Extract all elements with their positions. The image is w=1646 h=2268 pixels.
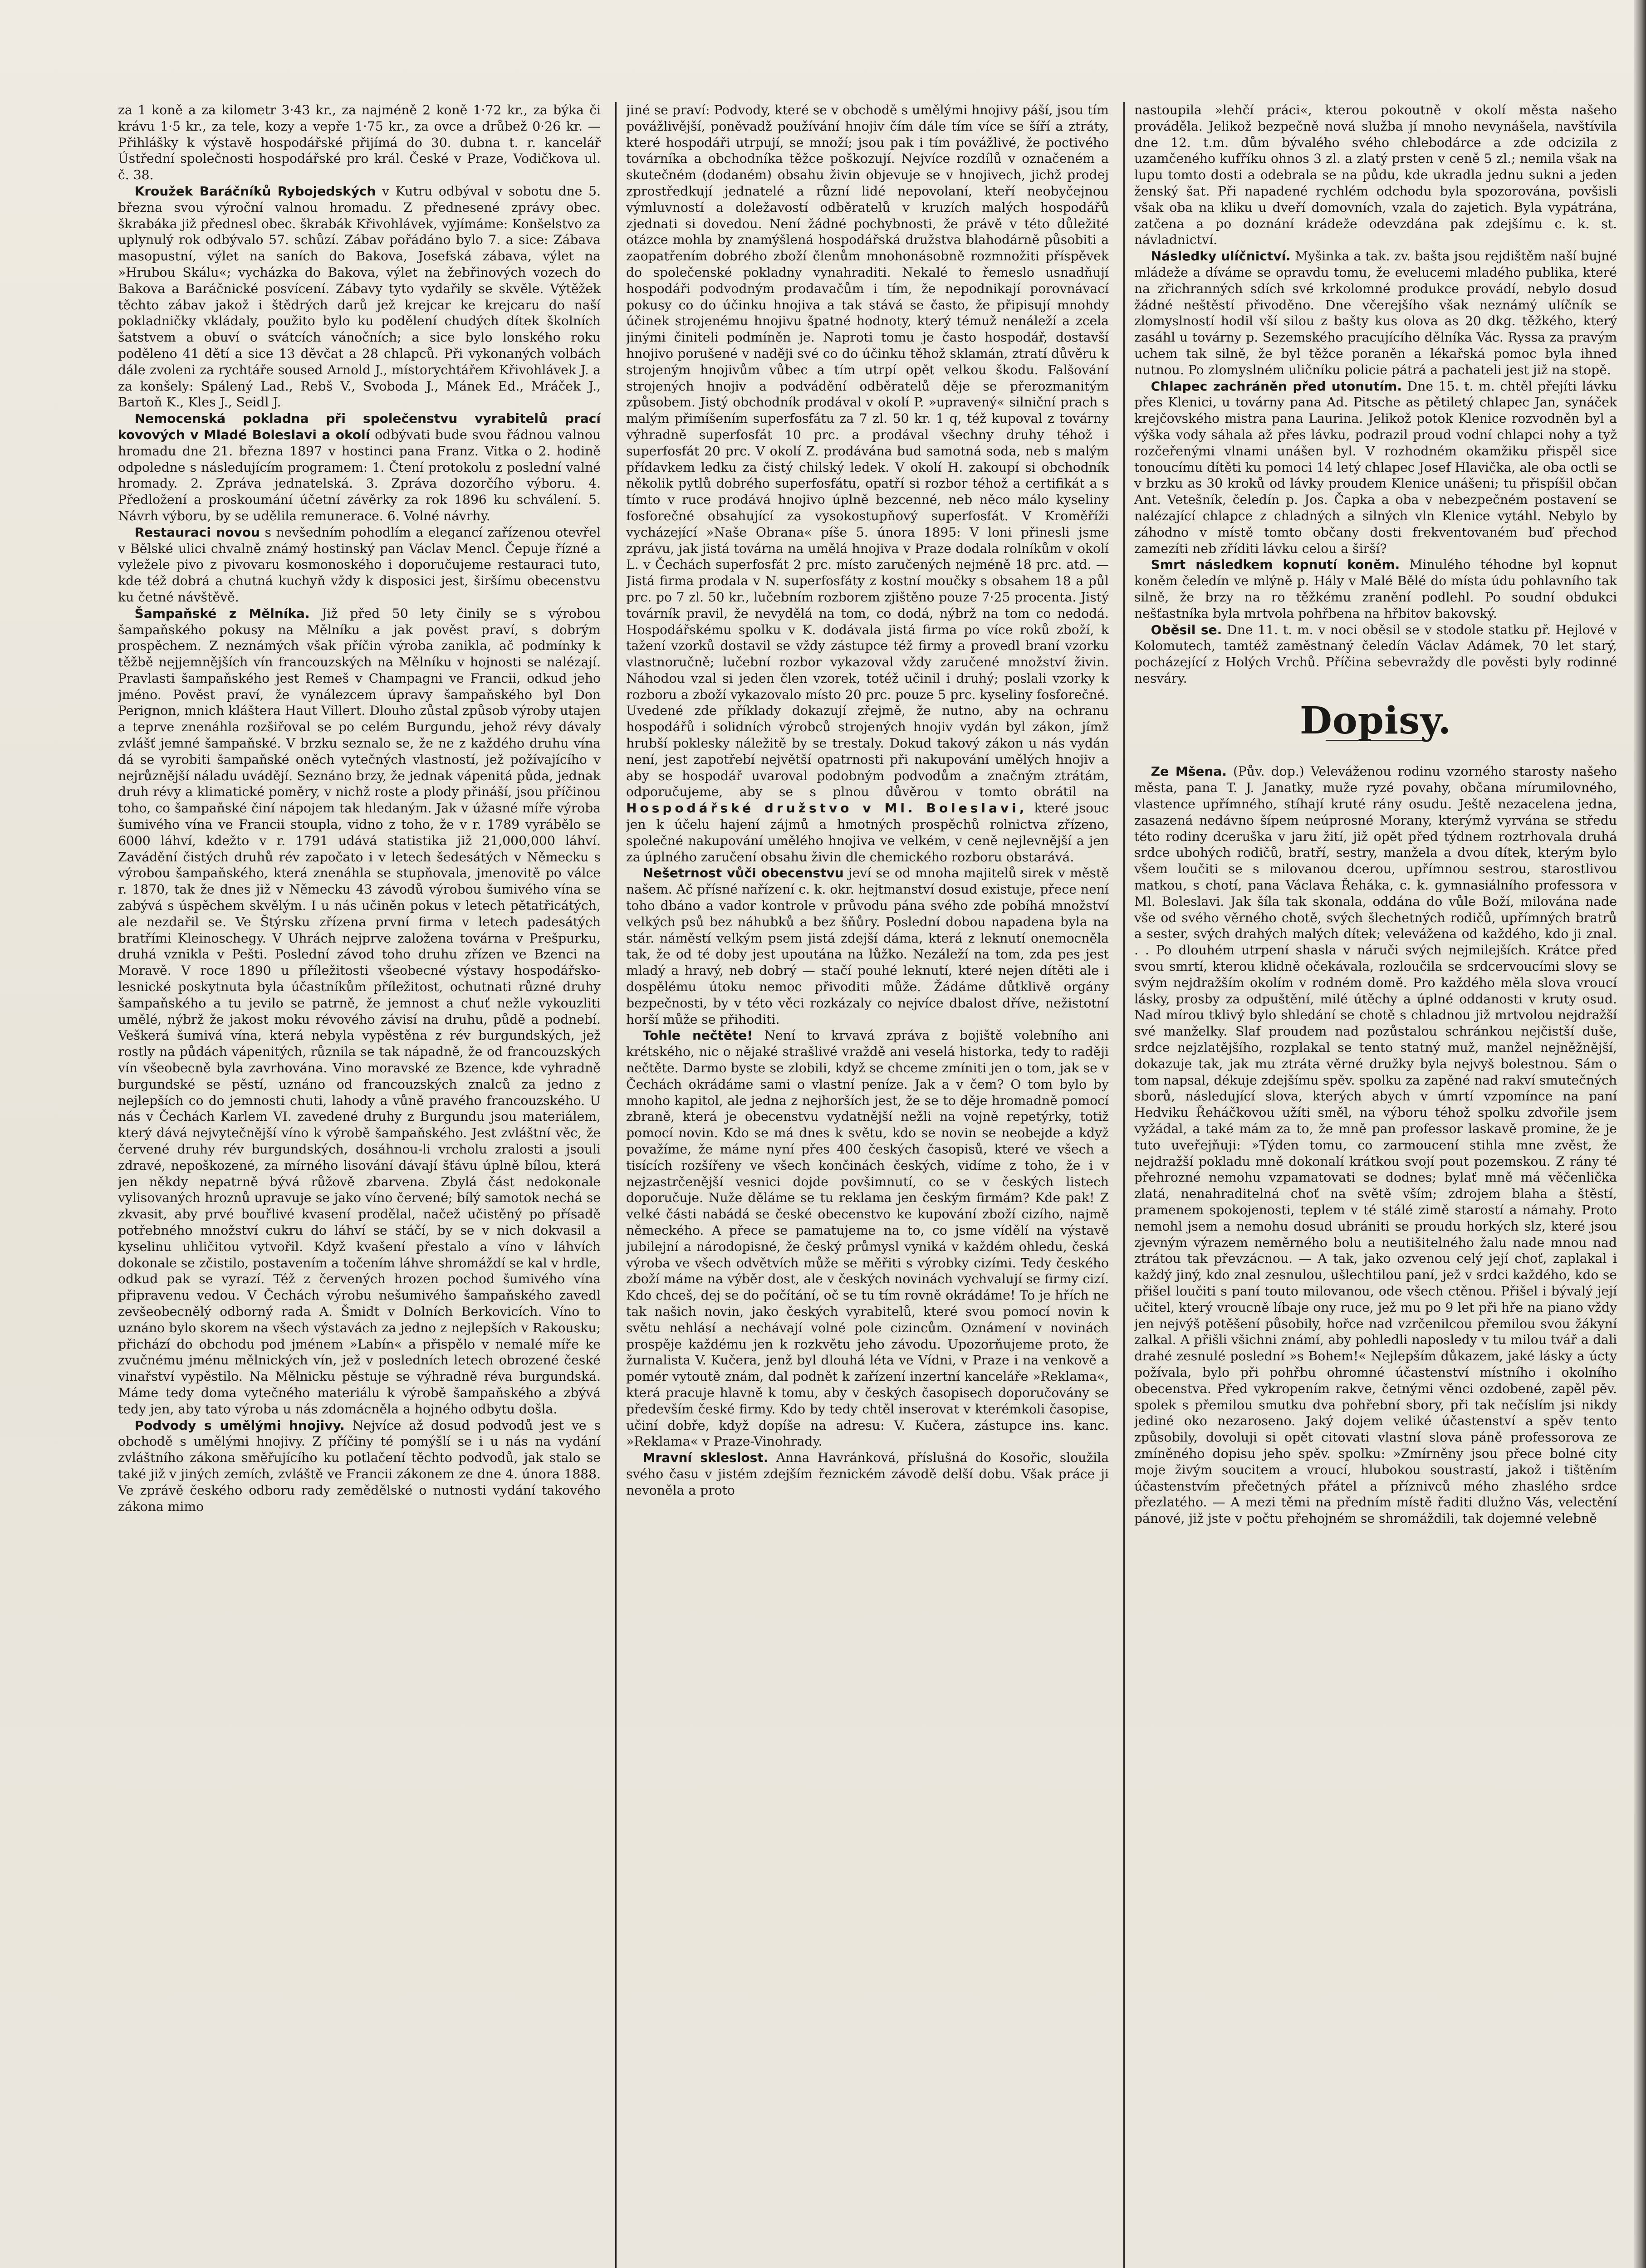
paragraph	[118, 606, 601, 1418]
article-text: Dne 11. t. m. v noci oběsil se v stodole statku př. Hejlové v Kolomutech, tamtéž zaměstnaný čeledín Václav Adámek, 70 let starý, pocházející z Holých Vrchů. Příčina sebevraždy dle pověsti byly rodinné nesváry.	[1134, 622, 1617, 686]
column-1	[118, 102, 601, 2268]
column-2	[626, 102, 1109, 2268]
article-text: odbývati bude svou řádnou valnou hromadu dne 21. března 1897 v hostinci pana Franz. Vitka o 2. hodině odpoledne s následujícím programem: 1. Čtení protokolu z poslední valné hromady. 2. Zpráva jednatelská. 3. Zpráva dozorčího výboru. 4. Předložení a proskoumání účetní závěrky za rok 1896 ku schválení. 5. Návrh výboru, by se udělila remunerace. 6. Volné návrhy.	[118, 427, 601, 523]
article-heading: Oběsil se.	[1151, 622, 1222, 637]
section-title: Dopisy.	[1299, 699, 1452, 743]
paragraph	[626, 1450, 1109, 1498]
column-rule	[1123, 102, 1125, 2268]
article-text: Dne 15. t. m. chtěl přejíti lávku přes Klenici, u továrny pana Ad. Pitsche as pětiletý chlapec Jan, synáček krejčovského mistra pana Laurina. Jelikož potok Klenice rozvodněn byl a výška vody sáhala až přes lávku, podrazil proud vodní chlapci nohy a tyž rozčeřenými vlnami unášen byl. V rozhodném okamžiku přispěl sice tonoucímu dítěti ku pomoci 14 letý chlapec Josef Hlavička, ale oba octli se v brzku as 30 kroků od lávky proudem Klenice unášeni; tu přispíšil občan Ant. Vetešník, čeledín p. Jos. Čapka a oba v nebezpečném postavení se nalézající chlapce z chladných a silných vln Klenice vytáhl. Nebylo by záhodno v místě tomto občany dosti frekventovaném buď přechod zamezíti neb zříditi lávku celou a širší?	[1134, 378, 1617, 556]
address-emphasis: Hospodářské družstvo v Ml. Boleslavi,	[626, 801, 1028, 816]
paragraph: za 1 koně a za kilometr 3·43 kr., za najméně 2 koně 1·72 kr., za býka či krávu 1·5 kr., za tele, kozy a vepře 1·75 kr., za ovce a drůbež 0·26 kr. — Přihlášky k výstavě hospodářské přijímá do 30. dubna t. r. kancelář Ústřední společnosti hospodářské pro král. České v Praze, Vodičkova ul. č. 38.	[118, 103, 601, 183]
article-heading: Nemocenská pokladna při společenstvu vyrabitelů prací kovových v Mladé Boleslavi a okolí	[118, 411, 601, 442]
text-columns	[118, 102, 1617, 2268]
paragraph	[118, 411, 601, 524]
paragraph	[1134, 378, 1617, 557]
article-heading: Chlapec zachráněn před utonutím.	[1151, 378, 1402, 394]
page-edge-shadow	[1634, 0, 1646, 2268]
article-heading: Šampaňské z Mělníka.	[134, 606, 310, 621]
column-rule	[615, 102, 617, 2268]
article-text: Myšinka a tak. zv. bašta jsou rejdištěm naší bujné mládeže a díváme se opravdu tomu, že evelucemi mladého publika, které na zřichranných sdích své krkolomné produkce provádí, nebylo dosud žádné neštěstí přivoděno. Dne včerejšího však neznámý ulíčník se zlomyslností hodil vší silou z bašty kus olova as 20 dkg. těžkého, který zasáhl u továrny p. Sezemského pracujícího dělníka Vác. Ryssa za pravým uchem tak silně, že byl těžce poraněn a lékařská pomoc byla ihned nutnou. Po zlomyslném uličníku policie pátrá a pachateli jest již na stopě.	[1134, 249, 1617, 377]
paragraph	[1134, 622, 1617, 687]
article-text: Není to krvavá zpráva z bojiště volebního ani krétského, nic o nějaké strašlivé vraždě ani veselá historka, tedy to raději nečtěte. Darmo byste se zlobili, když se chceme zmíniti jen o tom, jak se v Čechách okrádáme sami o vlastní peníze. Jak a v čem? O tom bylo by mnoho kapitol, ale jedna z nejhorších jest, že se to děje hromadně pomocí zbraně, která je obecenstvu vydatnější nežli na vojně repetýrky, totiž pomocí novin. Kdo se má dnes k světu, kdo se novin se neobejde a když považíme, že máme nyní přes 400 českých časopisů, které ve všech a tisících rozšířeny ve všech končinách českých, vidíme z toho, že i v nejzastrčenější vesnici dojde povšimnutí, co se v českých listech doporučuje. Nuže děláme se tu reklama jen českým firmám? Kde pak! Z velké části nabádá se české obecenstvo ke kupování zboží cizího, najmě německého. A přece se pamatujeme na to, co jsme vídělí na výstavě jubilejní a národopisné, že český průmysl vyniká v každém ohledu, česká výroba ve všech odvětvích může se měřiti s výrobky cizími. Tedy českého zboží máme na výběr dost, ale v českých novinách vychvalují se firmy cizí. Kdo chceš, dej se do počítání, oč se tu tím rovně okrádáme! To je hřích ne tak našich novin, jako českých vyrabitelů, které svou pomocí novin k světu nehlásí a nechávají volné pole cizincům. Oznámení v novinách prospěje každému jen k rozkvětu jeho závodu. Upozorňujeme proto, že žurnalista V. Kučera, jenž byl dlouhá léta ve Vídni, v Praze i na venkově a pomér vytoutě znám, dal podnět k zařízení inzertní kanceláře »Reklama«, která pracuje hlavně k tomu, aby v českých časopisech doporučovány se především české firmy. Kdo by tedy chtěl inserovat v kterémkoli časopise, učiní dobře, když dopíše na adresu: V. Kučera, zástupce ins. kanc. »Reklama« v Praze-Vinohrady.	[626, 1028, 1109, 1449]
paragraph	[626, 102, 1109, 865]
article-heading: Mravní skleslost.	[642, 1450, 769, 1466]
paragraph	[1134, 557, 1617, 621]
article-heading: Nešetrnost vůči obecenstvu	[642, 865, 844, 881]
article-text: které jsouc jen k účelu hajení zájmů a hmotných prospěchů rolnictva zřízeno, společné nakupování umělého hnojiva ve velkém, v ceně nejlevnější a jen za úplného zaručení obsahu živin dle chemického rozboru obstarává.	[626, 801, 1109, 865]
paragraph	[118, 1418, 601, 1515]
paragraph	[118, 524, 601, 606]
article-text: Nejvíce až dosud podvodů jest ve s obchodě s umělými hnojivy. Z příčiny té pomýšlí se i u nás na vydání zvláštního zákona směřujícího ku potlačení těchto podvodů, jak stalo se také již v jiných zemích, zvláště ve Francii zákonem ze dne 4. února 1888. Ve zprávě českého odboru rady zemědělské o nutnosti vydání takového zákona mimo	[118, 1418, 601, 1514]
article-heading: Podvody s umělými hnojivy.	[134, 1418, 345, 1433]
article-text: v Kutru odbýval v sobotu dne 5. března svou výroční valnou hromadu. Z přednesené zprávy obec. škrabáka již přednesl obec. škrabák Křivohlávek, vyjímáme: Konšelstvo za uplynulý rok odbývalo 57. schůzí. Zábav pořádáno bylo 7. a sice: Zábava masopustní, výlet na saních do Bakova, Josefská zábava, výlet na »Hrubou Skálu«; vycházka do Bakova, výlet na žebřinových vozech do Bakova a Baráčnické posvícení. Zábavy tyto vydařily se skvěle. Výtěžek těchto zábav jakož i štědrých darů jež krejcar ke krejcaru do naší pokladničky vkládaly, použito bylo ku podělení chudých dítek školních šatstvem a obuví o svátcích vánočních; a sice bylo lonského roku poděleno 41 dětí a sice 13 děvčat a 28 chlapců. Při vykonaných volbách dále zvoleni za rychtáře soused Arnold J., místorychtářem Křivohlávek J. a za konšely: Spálený Lad., Rebš V., Svoboda J., Mánek Ed., Mráček J., Bartoň K., Kles J., Seidl J.	[118, 183, 601, 410]
article-heading: Smrt následkem kopnutí koněm.	[1151, 557, 1400, 572]
paragraph	[626, 865, 1109, 1027]
article-heading: Restauraci novou	[134, 524, 260, 540]
article-text: jeví se od mnoha majitelů sirek v městě našem. Ač přísné nařízení c. k. okr. hejtmanství dosud existuje, přece není toho dbáno a vador kontrole v průvodu pána svého zde pobíhá množství velkých psů bez náhubků a bez šňůry. Poslední dobou napadena byla na stár. náměstí velkým psem jistá zdejší dáma, která z leknutí onemocněla tak, že od té doby jest upoutána na lůžko. Nezáleží na tom, zda pes jest mladý a hravý, neb dobrý — stačí pouhé leknutí, které nejen dítěti ale i dospělému útoku nemoc přivoditi může. Žádáme důtklivě orgány bezpečnosti, by v této věci rozkázaly co nejvíce dbalost dříve, nežistotní horší může se přihoditi.	[626, 865, 1109, 1027]
paragraph	[626, 1027, 1109, 1450]
paragraph: nastoupila »lehčí práci«, kterou pokoutně v okolí města našeho prováděla. Jelikož bezpečně nová služba jí mnoho nevynášela, navštívila dne 12. t.m. dům bývalého svého chlebodárce a zde odcizila z uzamčeného kufříku ohnos 3 zl. a zlatý prsten v ceně 5 zl.; nemila však na lupu tomto dosti a odebrala se na půdu, kde ukradla jednu sukni a jeden ženský šat. Při napadené rychlém odchodu byla spozorována, povšisli však oba na kliku u dveří domovních, vzala do zajetich. Byla vypátrána, zatčena a po doznání krádeže odevzdána pak zdejšímu c. k. st. návladnictví.	[1134, 103, 1617, 248]
article-heading: Ze Mšena.	[1151, 764, 1227, 779]
article-text: Minulého téhodne byl kopnut koněm čeledín ve mlýně p. Hály v Malé Bělé do místa údu pohlavního tak silně, že brzy na ro těžkému zranění podlehl. Po soudní obdukci nešťastníka byla mrtvola pohřbena na hřbitov bakovský.	[1134, 557, 1617, 621]
article-heading: Kroužek Baráčníků Rybojedských	[134, 183, 376, 199]
paragraph	[118, 183, 601, 411]
article-text: Anna Havránková, příslušná do Kosořic, sloužila svého času v jistém zdejším řeznickém závodě delší dobu. Však práce ji nevoněla a proto	[626, 1450, 1109, 1498]
article-text: jiné se praví: Podvody, které se v obchodě s umělými hnojivy páší, jsou tím povážlivější, poněvadž používání hnojiv čím dále tím více se šíří a ztráty, které hospodáři utrpují, se množí; jsou pak i tím povážlivé, že poctivého továrníka a obchodníka těžce poškozují. Nejvíce rozdílů v označeném a skutečném (dodaném) obsahu živin objevuje se v hnojivech, jichž prodej zprostředkují jednatelé a různí lidé nepovolaní, kteří neobyčejnou výmluvností a doležavostí odběratelů v kruzích malých hospodářů zjednati si dovedou. Není žádné pochybnosti, že právě v této důležité otázce mohla by znamýšlená hospodářská družstva blahodárně působiti a zaopatřením dobrého zboží členům mnohonásobně rozmnožiti příspěvek do společenské pokladny vynahraditi. Nekalé to řemeslo usnadňují hospodáři podvodným prodavačům i tím, že nepodnikají porovnávací pokusy co do účinku hnojiva a tak stává se často, že připisují mnohdy účinek strojenému hnojivu špatné hodnoty, který témuž nenáleží a zcela jinými činiteli podmíněn je. Naproti tomu je často hospodář, dostavší hnojivo porušené v naději své co do účinku těhož sklamán, ztratí důvěru k strojeným hnojivům vůbec a tím utrpí opět velkou škodu. Falšování strojených hnojiv a podvádění odběratelů děje se přerozmanitým způsobem. Jistý obchodník prodával v okolí P. »upravený« silniční prach s malým přimíšením superfosfátu za 7 zl. 50 kr. 1 q, též kupoval z továrny výhradně superfosfát 10 prc. a prodával všechny druhy téhož i superfosfát 20 prc. V okolí Z. prodávána bud samotná soda, neb s malým přídavkem ledku za čistý chilský ledek. V okolí H. zakoupí si obchodník několik pytlů dobrého superfosfátu, opatří si rozbor téhož a certifikát a s tímto v ruce prodává hnojivo úplně bezcenné, neb něco málo kyseliny fosforečné obsahující za vysokostupňový superfosfát. V Kroměříži vycházející »Naše Obrana« píše 5. února 1895: V loni přinesli jsme zprávu, jak jistá továrna na umělá hnojiva v Praze dodala rolníkům v okolí L. v Čechách superfosfát 2 prc. místo zaručených nejméně 18 prc. atd. — Jistá firma prodala v N. superfosfáty z kostní moučky s obsahem 18 a půl prc. po 7 zl. 50 kr., lučebním rozborem zjištěno pouze 7·25 procenta. Jistý továrník pravil, že nevydělá na tom, co dodá, nýbrž na tom co nedodá. Hospodářskému spolku v K. dodávala jistá firma po více roků zboží, k tažení vzorků dostavil se vždy zástupce též firmy a provedl braní vzorku vlastnoručně; lučební rozbor vykazoval vždy zaručené množství živin. Náhodou vzal si jeden člen vzorek, totéž učinil i druhý; poslali vzorky k rozboru a zboží vykazovalo místo 20 prc. pouze 5 prc. kyseliny fosforečné. Uvedené zde příklady dokazují zřejmě, že nutno, aby na ochranu hospodářů i solidních výrobců strojených hnojiv vydán byl zákon, jímž hrubší poklesky náležitě by se trestaly. Dokud takový zákon u nás vydán není, jest zapotřebí největší opatrnosti při nakupování umělých hnojiv a aby se hospodář uvaroval podobným podvodům a značným ztrátám, odporučujeme, aby se s plnou důvěrou v tomto obrátil na	[626, 103, 1109, 800]
paragraph	[1134, 248, 1617, 378]
article-heading: Tohle nečtěte!	[642, 1028, 753, 1043]
article-text: Již před 50 lety činily se s výrobou šampaňského pokusy na Mělníku a jak pověst praví, s dobrým prospěchem. Z neznámých však příčin výroba zanikla, ač podmínky k těžbě nejjemnějších vín francouzských na Mělníku v hojnosti se nalézají. Pravlasti šampaňského jest Remeš v Champagni ve Francii, odkud jeho jméno. Pověst praví, že vynálezcem úpravy šampaňského byl Don Perignon, mnich kláštera Haut Villert. Dlouho zůstal způsob výroby utajen a teprve znenáhla rozšiřoval se po celém Burgundu, jehož révy dávaly zvlášť jemné šampaňské. V brzku seznalo se, že ne z každého druhu vína dá se vyrobiti šampaňské oněch vytečných vlastností, jež požívajícího v nejrůznější náladu uvádějí. Seznáno brzy, že jednak vápenitá půda, jednak druh révy a klimatické poměry, v nichž roste a plody přináší, jsou příčinou toho, co šampaňské činí nápojem tak hledaným. Jak v úžasné míře výroba šumivého vína ve Francii stoupla, vidno z toho, že v r. 1789 vyrábělo se 6000 láhví, kdežto v r. 1791 udává statistika již 21,000,000 láhví. Zavádění čistých druhů rév započato i v letech šedesátých v Německu s výrobou šampaňského, která znenáhla se stupňovala, jmenovitě po válce r. 1870, tak že dnes již v Německu 43 závodů výrobou šumivého vína se zabývá s úspěchem skvělým. I u nás učiněn pokus v letech pětatřicátých, ale nezdařil se. Ve Štýrsku zřízena první firma v letech padesátých bratřími Kleinoschegy. V Uhrách nejprve založena továrna v Prešpurku, druhá vznikla v Pešti. Poslední závod toho druhu zřízen ve Bzenci na Moravě. V roce 1890 u příležitosti všeobecné výstavy hospodářsko-lesnické poskytnuta byla účastníkům příležitost, ochutnati různé druhy šampaňského a tu jevilo se patrně, že jemnost a chuť nežle vykouzliti umělé, nýbrž že jakost moku révového závisí na druhu, půdě a podnebí. Veškerá šumivá vína, která nebyla vypěstěna z rév burgundských, jež rostly na půdách vápenitých, různila se tak nápadně, že od francouzských vín všeobecně byla zavrhována. Vino moravské ze Bzence, kde vyhradně burgundské se pěstí, uznáno od francouzských znalců za jedno z nejlepších co do jemnosti chuti, lahody a vůně pravého francouzského. U nás v Čechách Karlem VI. zavedené druhy z Burgundu jsou materiálem, který dává nejvytečnější víno k výrobě šampaňského. Jest zvláštní věc, že červené druhy rév burgundských, dosáhnou-li vrcholu zralosti a jsouli zdravé, nepoškozené, za mírného lisování dávají šťávu úplně bílou, která jen někdy nepatrně bývá růžově zbarvena. Zbylá část nedokonale vylisovaných hroznů upravuje se jako víno červené; bílý samotok nechá se zkvasit, aby prvé bouřlivé kvasení prodělal, načež učistěný po přísadě potřebného množství cukru do láhví se stáčí, by se v nich dokvasil a kyselinu uhličitou vytvořil. Když kvašení přestalo a víno v láhvích dokonale se zčistilo, postavením a točením láhve shromáždí se kal v hrdle, odkud pak se vyrazí. Též z červených hrozen pochod šumivého vína připravenu vedou. V Čechách výrobu nešumivého šampaňského zavedl zevšeobecnělý odborný rada A. Šmidt v Dolních Berkovicích. Víno to uznáno bylo skorem na všech výstavách za jedno z nejlepších v Rakousku; přichází do obchodu pod jménem »Labín« a přispělo v nemalé míře ke zvučnému jménu mělnických vín, jež v posledních letech obrozené české vinařství vypěstilo. Na Mělnicku pěstuje se výhradně réva burgundská. Máme tedy doma vytečného materiálu k výrobě šampaňského a zbývá tedy jen, aby tato výroba u nás zdomácněla a hojného odbytu došla.	[118, 606, 601, 1417]
article-heading: Následky ulíčnictví.	[1151, 249, 1291, 264]
paragraph	[1134, 763, 1617, 1526]
article-text: s nevšedním pohodlím a elegancí zařízenou otevřel v Bělské ulici chvalně známý hostinský pan Václav Mencl. Čepuje řízné a vyležele pivo z pivovaru kosmonoského i doporučujeme restauraci tuto, kde též dobrá a chutná kuchyň vždy k disposici jest, širšímu obecenstvu ku četné návštěvě.	[118, 524, 601, 605]
column-3	[1134, 102, 1617, 2268]
article-text: (Pův. dop.) Veleváženou rodinu vzorného starosty našeho města, pana T. J. Janatky, muže ryzé povahy, občana mírumilovného, vlastence upřímného, stíhají kruté rány osudu. Ještě nezacelena jedna, zasazená nedávno šípem neúprosné Morany, kterýmž vyrvána se středu této rodiny dceruška v jaru žití, již opět před týdnem roztrhovala druhá srdce ubohých rodičů, bratří, sestry, manžela a dvou dítek, kterým bylo všem loučiti se s milovanou dcerou, upřímnou sestrou, starostlivou matkou, s chotí, pana Václava Řeháka, c. k. gymnasiálního professora v Ml. Boleslavi. Jak šíla tak skonala, oddána do vůle Boží, milována nade vše od svého věrného chotě, svých šlechetných rodičů, upřímných bratrů a sester, svých drahých malých dítek; velevážena od každého, kdo ji znal. . . Po dlouhém utrpení shasla v náruči svých nejmilejších. Krátce před svou smrtí, kterou klidně očekávala, rozloučila se srdcervoucími slovy se svým nejdražším okolím v rodném domě. Pro každého měla slova vroucí lásky, prosby za odpuštění, milé útěchy a úplné oddanosti v kruty osud. Nad mírou tklivý bylo shledání se chotě s chladnou již mrtvolou nejdražší své manželky. Slaf proudem nad pozůstalou schránkou nejčistší duše, srdce nejzlatějšího, rozplakal se tento statný muž, manžel nejněžnější, dokazuje tak, jak mu ztráta věrné družky byla nejvyš bolestnou. Sám o tom napsal, dékuje zdejšímu spěv. spolku za zapěné nad rakví smutečných sborů, následující slova, kterých abych v úmrtí vzpomínce na paní Hedviku Řeháčkovou užíti směl, na výboru téhož spolku zdvořile jsem vyžádal, a také mám za to, že mně pan professor laskavě promine, že je tuto uveřejňuji: »Týden tomu, co zarmoucení stihla mne zvěst, že nejdražší pokladu mně dokonalí krátkou svojí pout pozemskou. Z rány té přehrozné nemohu vzpamatovati se dodnes; bylať mně má věčenlička zlatá, nenahraditelná choť na světě vším; zdrojem blaha a štěstí, pramenem spokojenosti, teplem v té stálé zimě starostí a námahy. Proto nemohl jsem a nemohu dosud ubrániti se proudu horkých slz, které jsou zjevným výrazem neměrného bolu a neutišitelného žalu nade mnou nad ztrátou tak převzácnou. — A tak, jako ozvenou celý její choť, zaplakal i každý jiný, kdo znal zesnulou, ušlechtilou paní, jež v srdci každého, kdo se přišel loučiti s paní touto milovanou, ode všech ctěnou. Přišel i bývalý její učitel, který vroucně líbaje ony ruce, jež mu po 9 let při hře na piano vždy jen nejvýš potěšení působily, hořce nad vzrčenilcou přemilou svou žákyní zalkal. A přišli všichni známí, aby pohledli naposledy v tu milou tvář a dali drahé zesnulé poslední »s Bohem!« Nejlepším důkazem, jaké lásky a úcty požívala, bylo při pohřbu ohromné účastenství místního i okolního obecenstva. Před vykropením rakve, četnými věnci ozdobené, zapěl pěv. spolek s přemilou smutku dva pohřební sbory, při tak nečíslím jsi nikdy jediné oko nezaroseno. Jaký dojem veliké účastenství a spěv tento způsobily, dovoluji si opět citovati vlastní slova páně professorova ze zmíněného dopisu jeho spěv. spolku: »Zmírněny jsou přece bolné city moje živým soucitem a vroucí, hlubokou soustrastí, jakož i tištěním účastenstvím přečetných přátel a příznivců mého zhaslého srdce přezlatého. — A mezi těmi na předním místě řaditi dlužno Vás, velectění pánové, již jste v počtu přehojném se shromáždili, tak dojemné velebně	[1134, 764, 1617, 1526]
